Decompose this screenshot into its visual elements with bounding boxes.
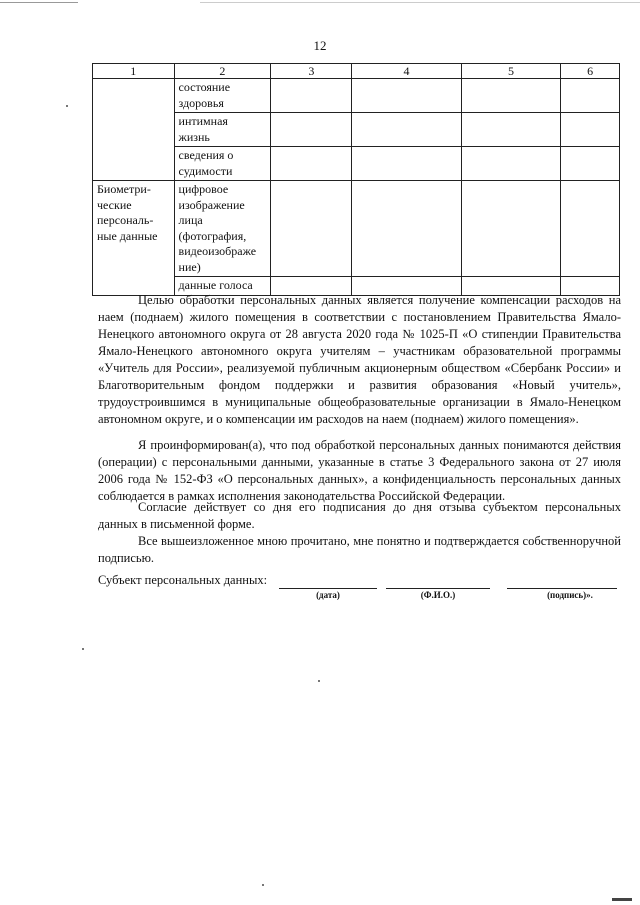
name-caption: (Ф.И.О.) bbox=[420, 590, 456, 600]
column-header-5: 5 bbox=[461, 64, 561, 79]
data-type-cell: сведения о судимости bbox=[178, 148, 234, 178]
acknowledgement-paragraph: Все вышеизложенное мною прочитано, мне понятно и подтверждается собственноручной подписью. bbox=[98, 534, 621, 565]
table-cell bbox=[461, 113, 561, 147]
table-cell bbox=[271, 79, 352, 113]
column-header-2: 2 bbox=[174, 64, 271, 79]
signature-line bbox=[507, 574, 617, 589]
table-row bbox=[93, 181, 620, 277]
table-cell bbox=[271, 113, 352, 147]
table-header-row bbox=[93, 64, 620, 79]
table-cell bbox=[352, 147, 461, 181]
column-header-6: 6 bbox=[561, 64, 620, 79]
column-header-1: 1 bbox=[93, 64, 175, 79]
scan-speck bbox=[318, 680, 320, 682]
table-cell bbox=[93, 79, 175, 181]
table-cell bbox=[561, 147, 620, 181]
signature-caption: (подпись)». bbox=[547, 590, 593, 600]
scan-speck bbox=[66, 105, 68, 107]
scan-speck bbox=[82, 648, 84, 650]
scan-edge-mark bbox=[200, 2, 640, 3]
name-line bbox=[386, 574, 490, 589]
date-caption: (дата) bbox=[316, 590, 340, 600]
table-cell bbox=[174, 79, 271, 113]
data-type-cell: цифровое изображение лица (фотография, видеоизображе ние) bbox=[178, 182, 257, 274]
informed-paragraph: Я проинформирован(а), что под обработкой персональных данных понимаются действия (операции) с персональными данными, указанные в статье 3 Федерального закона от 27 июля 2006 года № 152-ФЗ «О персональных данных», а конфиденциальность персональных данных соблюдается в рамках исполнения законодательства Российской Федерации. bbox=[98, 438, 621, 503]
data-type-cell: данные голоса bbox=[178, 278, 253, 292]
data-type-cell: интимная жизнь bbox=[178, 114, 228, 144]
column-header-4: 4 bbox=[352, 64, 461, 79]
table-cell bbox=[174, 147, 271, 181]
table-cell bbox=[352, 79, 461, 113]
purpose-paragraph: Целью обработки персональных данных является получение компенсации расходов на наем (поднаем) жилого помещения в соответствии с постановлением Правительства Ямало-Ненецкого автономного округа от 28 августа 2020 года № 1025-П «О стипендии Правительства Ямало-Ненецкого автономного округа учителям – участникам образовательной программы «Учитель для России», реализуемой публичным акционерным обществом «Сбербанк России» и Благотворительным фондом поддержки и развития образования «Новый учитель», трудоустроившимся в муниципальные общеобразовательные организации в Ямало-Ненецком автономном округе, и о компенсации им расходов на наем (поднаем) жилого помещения». bbox=[98, 293, 621, 426]
scan-speck bbox=[612, 898, 632, 901]
table-cell bbox=[93, 181, 175, 296]
category-cell: Биометри- ческие персональ- ные данные bbox=[97, 182, 158, 243]
personal-data-table bbox=[92, 63, 620, 296]
consent-duration-paragraph: Согласие действует со дня его подписания до дня отзыва субъектом персональных данных в письменной форме. bbox=[98, 500, 621, 531]
table-cell bbox=[352, 181, 461, 277]
table-cell bbox=[174, 181, 271, 277]
table-cell bbox=[561, 79, 620, 113]
table-cell bbox=[271, 147, 352, 181]
table-cell bbox=[561, 181, 620, 277]
data-type-cell: состояние здоровья bbox=[178, 80, 231, 110]
subject-signature-label: Субъект персональных данных: bbox=[98, 573, 268, 587]
table-cell bbox=[561, 113, 620, 147]
table-cell bbox=[174, 113, 271, 147]
table-cell bbox=[271, 181, 352, 277]
column-header-3: 3 bbox=[271, 64, 352, 79]
scan-speck bbox=[262, 884, 264, 886]
table-cell bbox=[461, 181, 561, 277]
table-cell bbox=[352, 113, 461, 147]
date-line bbox=[279, 574, 377, 589]
scan-edge-mark bbox=[0, 2, 78, 3]
table-cell bbox=[461, 79, 561, 113]
table-cell bbox=[461, 147, 561, 181]
page-number: 12 bbox=[313, 38, 327, 53]
table-row bbox=[93, 79, 620, 113]
